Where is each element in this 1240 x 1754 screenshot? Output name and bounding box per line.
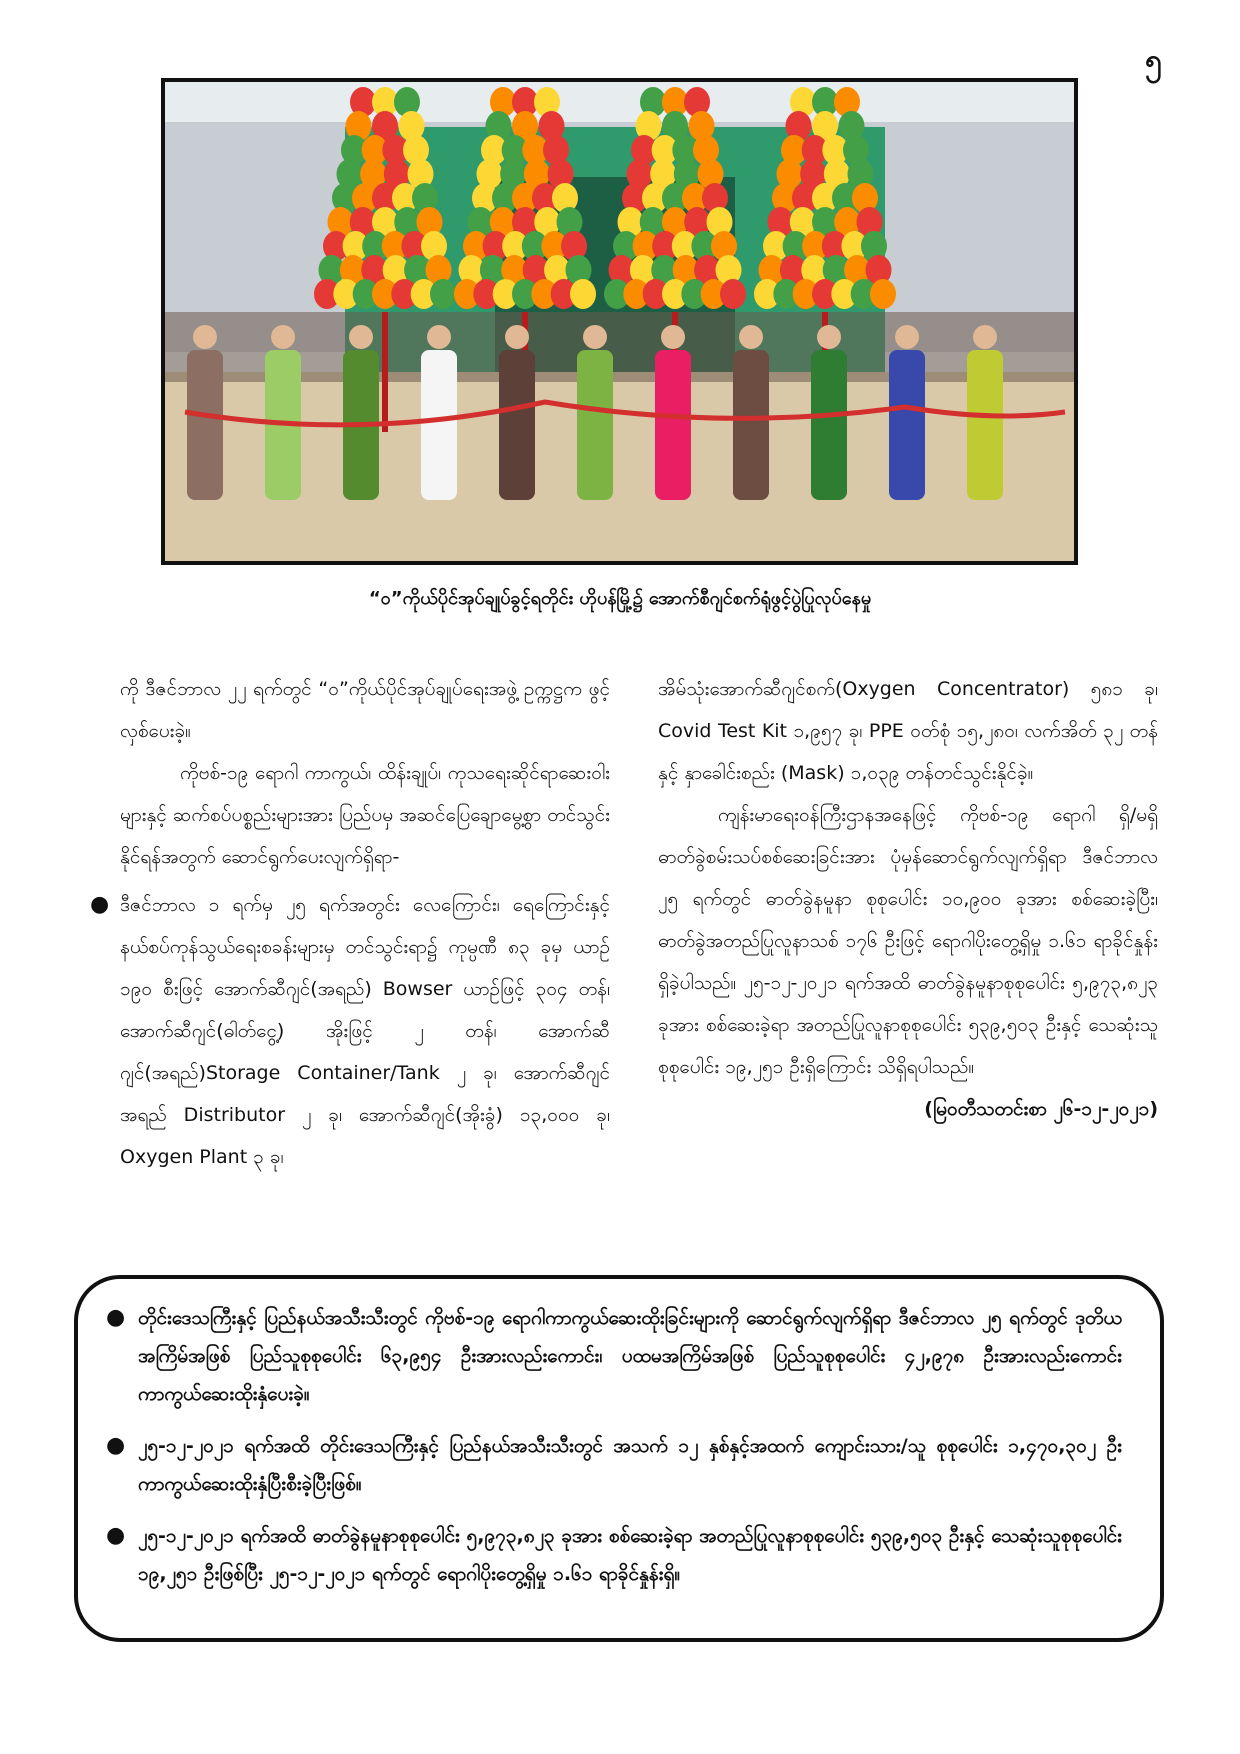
bullet-icon: ● [90, 892, 110, 917]
list-item-text: တိုင်းဒေသကြီးနှင့် ပြည်နယ်အသီးသီးတွင် ကိုဗစ်-၁၉ ရောဂါကာကွယ်ဆေးထိုးခြင်းများကို ဆောင်ရွက်လျက်ရှိရာ ဒီဇင်ဘာလ ၂၅ ရက်တွင် ဒုတိယအကြိမ်အဖြစ် ပြည်သူစုစုပေါင်း ၆၃,၉၅၄ ဦးအားလည်းကောင်း၊ ပထမအကြိမ်အဖြစ် ပြည်သူစုစုပေါင်း ၄၂,၉၇၈ ဦးအားလည်းကောင်း ကာကွယ်ဆေးထိုးနှံပေးခဲ့။ [138, 1307, 1122, 1405]
person-head [427, 325, 451, 349]
ceremony-photo [161, 78, 1078, 565]
ribbon-cutting-illustration [165, 82, 1074, 561]
person-body [499, 350, 535, 500]
source-citation: (မြဝတီသတင်းစာ ၂၆-၁၂-၂၀၂၁) [924, 1098, 1158, 1120]
photo-caption: “ဝ”ကိုယ်ပိုင်အုပ်ချုပ်ခွင့်ရတိုင်း ဟိုပန်မြို့၌ အောက်စီဂျင်စက်ရုံဖွင့်ပွဲပြုလုပ်နေမှု [368, 588, 872, 609]
list-item-text: ဒီဇင်ဘာလ ၁ ရက်မှ ၂၅ ရက်အတွင်း လေကြောင်း၊ ရေကြောင်းနှင့် နယ်စပ်ကုန်သွယ်ရေးစခန်းများမှ တင်သွင်းရာ၌ ကုမ္ပဏီ ၈၃ ခုမှ ယာဉ် ၁၉၀ စီးဖြင့် အောက်ဆီဂျင်(အရည်) Bowser ယာဉ်ဖြင့် ၃၀၄ တန်၊ အောက်ဆီဂျင်(ဓါတ်ငွေ့) အိုးဖြင့် ၂ တန်၊ အောက်ဆီဂျင်(အရည်)Storage Container/Tank ၂ ခု၊ အောက်ဆီဂျင်အရည် Distributor ၂ ခု၊ အောက်ဆီဂျင်(အိုးခွံ) ၁၃,၀၀၀ ခု၊ Oxygen Plant ၃ ခု၊ [120, 894, 610, 1168]
person-body [967, 350, 1003, 500]
paragraph: ကိုဗစ်-၁၉ ရောဂါ ကာကွယ်၊ ထိန်းချုပ်၊ ကုသရေးဆိုင်ရာဆေးဝါးများနှင့် ဆက်စပ်ပစ္စည်းများအား ပြည်ပမှ အဆင်ပြေချောမွေ့စွာ တင်သွင်းနိုင်ရန်အတွက် ဆောင်ရွက်ပေးလျက်ရှိရာ- [120, 762, 610, 868]
person-body [733, 350, 769, 500]
article-right-column [658, 668, 1158, 1130]
person-head [739, 325, 763, 349]
paragraph: အိမ်သုံးအောက်ဆီဂျင်စက်(Oxygen Concentrator) ၅၈၁ ခု၊ Covid Test Kit ၁,၉၅၇ ခု၊ PPE ဝတ်စုံ ၁၅,၂၈၀၊ လက်အိတ် ၃၂ တန်နှင့် နှာခေါင်းစည်း (Mask) ၁,၀၃၉ တန်တင်သွင်းနိုင်ခဲ့။ [658, 678, 1158, 784]
summary-list [106, 1299, 1122, 1593]
person-body [421, 350, 457, 500]
balloon [870, 279, 896, 309]
summary-box [74, 1275, 1164, 1642]
person-body [889, 350, 925, 500]
person-body [577, 350, 613, 500]
page-number: ၅ [1145, 43, 1162, 78]
balloon [720, 279, 746, 309]
person-head [505, 325, 529, 349]
person-head [349, 325, 373, 349]
list-item-text: ၂၅-၁၂-၂၀၂၁ ရက်အထိ ဓာတ်ခွဲနမူနာစုစုပေါင်း ၅,၉၇၃,၈၂၃ ခုအား စစ်ဆေးခဲ့ရာ အတည်ပြုလူနာစုစုပေါင်း ၅၃၉,၅၀၃ ဦးနှင့် သေဆုံးသူစုစုပေါင်း ၁၉,၂၅၁ ဦးဖြစ်ပြီး ၂၅-၁၂-၂၀၂၁ ရက်တွင် ရောဂါပိုးတွေ့ရှိမှု ၁.၆၁ ရာခိုင်နှုန်းရှိ။ [138, 1525, 1122, 1585]
person-head [973, 325, 997, 349]
person-head [271, 325, 295, 349]
bullet-icon: ● [106, 1523, 126, 1548]
person-head [661, 325, 685, 349]
balloon-pole [382, 312, 388, 432]
balloon [430, 279, 456, 309]
bullet-icon: ● [106, 1305, 126, 1330]
person-body [655, 350, 691, 500]
list-item [106, 1517, 1122, 1593]
person-body [811, 350, 847, 500]
article-left-column [90, 668, 610, 1178]
person-head [193, 325, 217, 349]
list-item-text: ၂၅-၁၂-၂၀၂၁ ရက်အထိ တိုင်းဒေသကြီးနှင့် ပြည်နယ်အသီးသီးတွင် အသက် ၁၂ နှစ်နှင့်အထက် ကျောင်းသား/သူ စုစုပေါင်း ၁,၄၇၀,၃၀၂ ဦး ကာကွယ်ဆေးထိုးနှံပြီးစီးခဲ့ပြီးဖြစ်။ [138, 1435, 1122, 1495]
person-head [895, 325, 919, 349]
balloon [570, 279, 596, 309]
list-item [90, 884, 610, 1178]
bullet-icon: ● [106, 1433, 126, 1458]
person-head [583, 325, 607, 349]
paragraph: ကို ဒီဇင်ဘာလ ၂၂ ရက်တွင် “ဝ”ကိုယ်ပိုင်အုပ်ချုပ်ရေးအဖွဲ့ ဥက္ကဋ္ဌက ဖွင့်လှစ်ပေးခဲ့။ [120, 678, 610, 742]
list-item [106, 1299, 1122, 1413]
list-item [106, 1427, 1122, 1503]
paragraph: ကျန်းမာရေးဝန်ကြီးဌာနအနေဖြင့် ကိုဗစ်-၁၉ ရောဂါ ရှိ/မရှိ ဓာတ်ခွဲစမ်းသပ်စစ်ဆေးခြင်းအား ပုံမှန်ဆောင်ရွက်လျက်ရှိရာ ဒီဇင်ဘာလ ၂၅ ရက်တွင် ဓာတ်ခွဲနမူနာ စုစုပေါင်း ၁၀,၉၀၀ ခုအား စစ်ဆေးခဲ့ပြီး၊ ဓာတ်ခွဲအတည်ပြုလူနာသစ် ၁၇၆ ဦးဖြင့် ရောဂါပိုးတွေ့ရှိမှု ၁.၆၁ ရာခိုင်နှုန်းရှိခဲ့ပါသည်။ ၂၅-၁၂-၂၀၂၁ ရက်အထိ ဓာတ်ခွဲနမူနာစုစုပေါင်း ၅,၉၇၃,၈၂၃ ခုအား စစ်ဆေးခဲ့ရာ အတည်ပြုလူနာစုစုပေါင်း ၅၃၉,၅၀၃ ဦးနှင့် သေဆုံးသူ စုစုပေါင်း ၁၉,၂၅၁ ဦးရှိကြောင်း သိရှိရပါသည်။ [658, 804, 1158, 1078]
bullet-list [90, 884, 610, 1178]
person-body [187, 350, 223, 500]
person-head [817, 325, 841, 349]
